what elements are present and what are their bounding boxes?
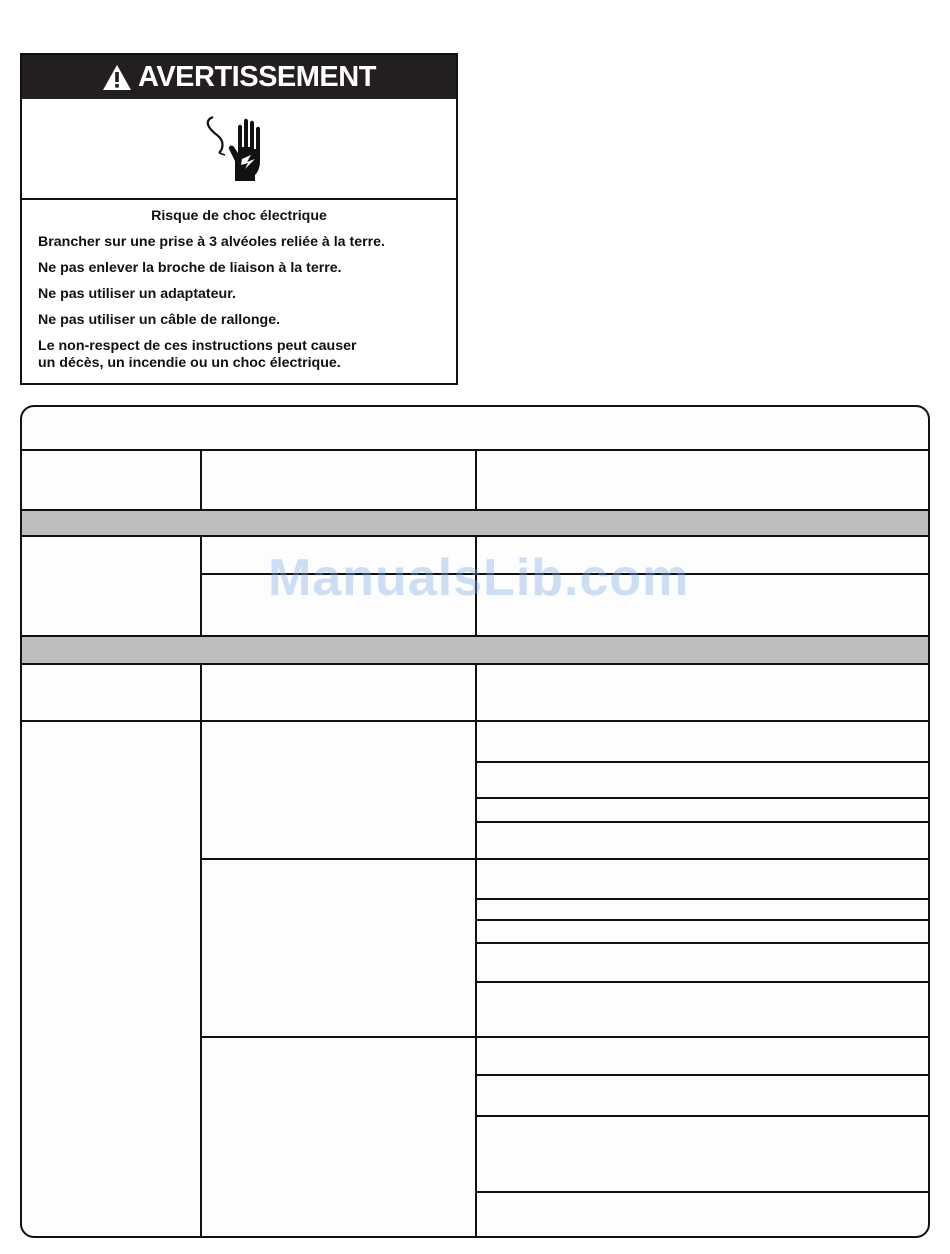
warning-line: Le non-respect de ces instructions peut causer [38, 338, 357, 354]
table-rule [477, 1115, 928, 1117]
table-rule [477, 919, 928, 921]
column-divider [200, 449, 202, 511]
column-divider [475, 663, 477, 1238]
table-rule [477, 981, 928, 983]
table-rule [477, 797, 928, 799]
column-divider [200, 663, 202, 1238]
warning-triangle-icon [102, 64, 132, 91]
warning-line: Ne pas utiliser un câble de rallonge. [38, 312, 281, 328]
table-rule [477, 1191, 928, 1193]
electric-shock-hand-icon [199, 109, 279, 189]
watermark: ManualsLib.com [268, 549, 690, 607]
column-divider [200, 535, 202, 637]
column-divider [475, 449, 477, 511]
table-rule [22, 720, 928, 722]
warning-title: Risque de choc électrique [151, 208, 327, 224]
table-rule [477, 821, 928, 823]
warning-line: Ne pas enlever la broche de liaison à la terre. [38, 260, 342, 276]
warning-header [22, 55, 456, 99]
table-rule [202, 858, 928, 860]
troubleshooting-table [20, 405, 930, 1238]
warning-header-text: AVERTISSEMENT [138, 60, 376, 93]
table-rule [477, 761, 928, 763]
warning-box [20, 53, 458, 385]
warning-line: Brancher sur une prise à 3 alvéoles reliée à la terre. [38, 234, 385, 250]
warning-line: Ne pas utiliser un adaptateur. [38, 286, 236, 302]
warning-line: un décès, un incendie ou un choc électrique. [38, 355, 341, 371]
table-rule [477, 1074, 928, 1076]
warning-icon-area [22, 99, 456, 200]
section-band [22, 635, 928, 665]
table-rule [477, 898, 928, 900]
table-rule [202, 1036, 928, 1038]
table-rule [477, 942, 928, 944]
warning-body [22, 200, 456, 372]
section-band [22, 509, 928, 537]
